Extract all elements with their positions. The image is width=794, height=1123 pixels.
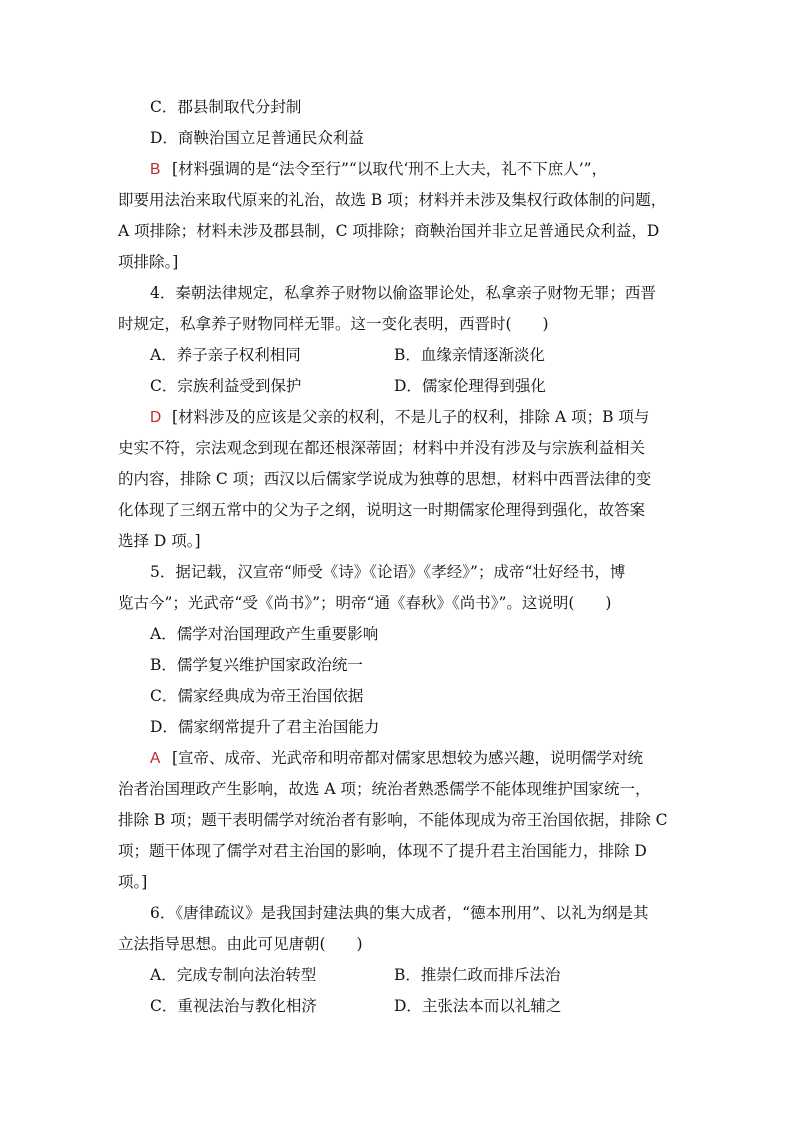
q6-options-row-1 (118, 960, 678, 991)
q5-stem-line-1: 5．据记载，汉宣帝“师受《诗》《论语》《孝经》”；成帝“壮好经书，博 (150, 563, 626, 581)
q6-option-b: B．推崇仁政而排斥法治 (394, 966, 561, 984)
q5-option-d: D．儒家纲常提升了君主治国能力 (150, 718, 380, 736)
document-page (118, 92, 678, 1022)
q5-explanation-line-3: 排除 B 项；题干表明儒学对统治者有影响，不能体现成为帝王治国依据，排除 C (118, 811, 668, 829)
q5-option-b: B．儒学复兴维护国家政治统一 (150, 656, 363, 674)
q4-option-c: C．宗族利益受到保护 (150, 377, 302, 395)
q5-explanation-line-2: 治者治国理政产生影响，故选 A 项；统治者熟悉儒学不能体现维护国家统一， (118, 780, 651, 798)
q3-answer-letter: B (150, 161, 161, 178)
q3-explanation-line-4: 项排除。] (118, 253, 179, 271)
q4-options-row-1 (118, 340, 678, 371)
q4-option-b: B．血缘亲情逐渐淡化 (394, 346, 545, 364)
q5-explanation-line-1: A [宣帝、成帝、光武帝和明帝都对儒家思想较为感兴趣，说明儒学对统 (118, 743, 678, 774)
q6-stem-line-2: 立法指导思想。由此可见唐朝( ) (118, 935, 363, 953)
q4-explanation-line-2: 史实不符，宗法观念到现在都还根深蒂固；材料中并没有涉及与宗族利益相关 (118, 439, 646, 457)
q6-option-d: D．主张法本而以礼辅之 (394, 997, 562, 1015)
q6-option-c: C．重视法治与教化相济 (150, 997, 317, 1015)
q5-stem-line-2: 览古今”；光武帝“受《尚书》”；明帝“通《春秋》《尚书》”。这说明( ) (118, 594, 612, 612)
q4-explanation-line-5: 选择 D 项。] (118, 532, 201, 550)
q4-stem-line-2: 时规定，私拿养子财物同样无罪。这一变化表明，西晋时( ) (118, 315, 549, 333)
q6-stem-line-1: 6．《唐律疏议》是我国封建法典的集大成者，“德本刑用”、以礼为纲是其 (150, 904, 649, 922)
q4-answer-letter: D (150, 409, 162, 426)
q3-explanation-line-3: A 项排除；材料未涉及郡县制，C 项排除；商鞅治国并非立足普通民众利益，D (118, 222, 660, 240)
q3-option-c: C．郡县制取代分封制 (150, 98, 302, 116)
q5-option-a: A．儒学对治国理政产生重要影响 (150, 625, 379, 643)
q4-explanation-line-1: D [材料涉及的应该是父亲的权利，不是儿子的权利，排除 A 项；B 项与 (118, 402, 678, 433)
q4-option-d: D．儒家伦理得到强化 (394, 377, 546, 395)
q4-stem-line-1: 4．秦朝法律规定，私拿养子财物以偷盗罪论处，私拿亲子财物无罪；西晋 (150, 284, 656, 302)
q4-option-a: A．养子亲子权利相同 (150, 346, 301, 364)
q5-option-c: C．儒家经典成为帝王治国依据 (150, 687, 364, 705)
q3-option-d: D．商鞅治国立足普通民众利益 (150, 129, 364, 147)
q4-options-row-2 (118, 371, 678, 402)
q5-answer-letter: A (150, 750, 161, 767)
q6-options-row-2 (118, 991, 678, 1022)
q5-explanation-line-4: 项；题干体现了儒学对君主治国的影响，体现不了提升君主治国能力，排除 D (118, 842, 647, 860)
q4-explanation-line-4: 化体现了三纲五常中的父为子之纲，说明这一时期儒家伦理得到强化，故答案 (118, 501, 646, 519)
q3-explanation-line-2: 即要用法治来取代原来的礼治，故选 B 项；材料并未涉及集权行政体制的问题， (118, 191, 667, 209)
q3-explanation-line-1: B [材料强调的是“法令至行”“以取代‘刑不上大夫，礼不下庶人’”， (118, 154, 678, 185)
q4-explanation-line-3: 的内容，排除 C 项；西汉以后儒家学说成为独尊的思想，材料中西晋法律的变 (118, 470, 652, 488)
q6-option-a: A．完成专制向法治转型 (150, 966, 317, 984)
q5-explanation-line-5: 项。] (118, 873, 148, 891)
